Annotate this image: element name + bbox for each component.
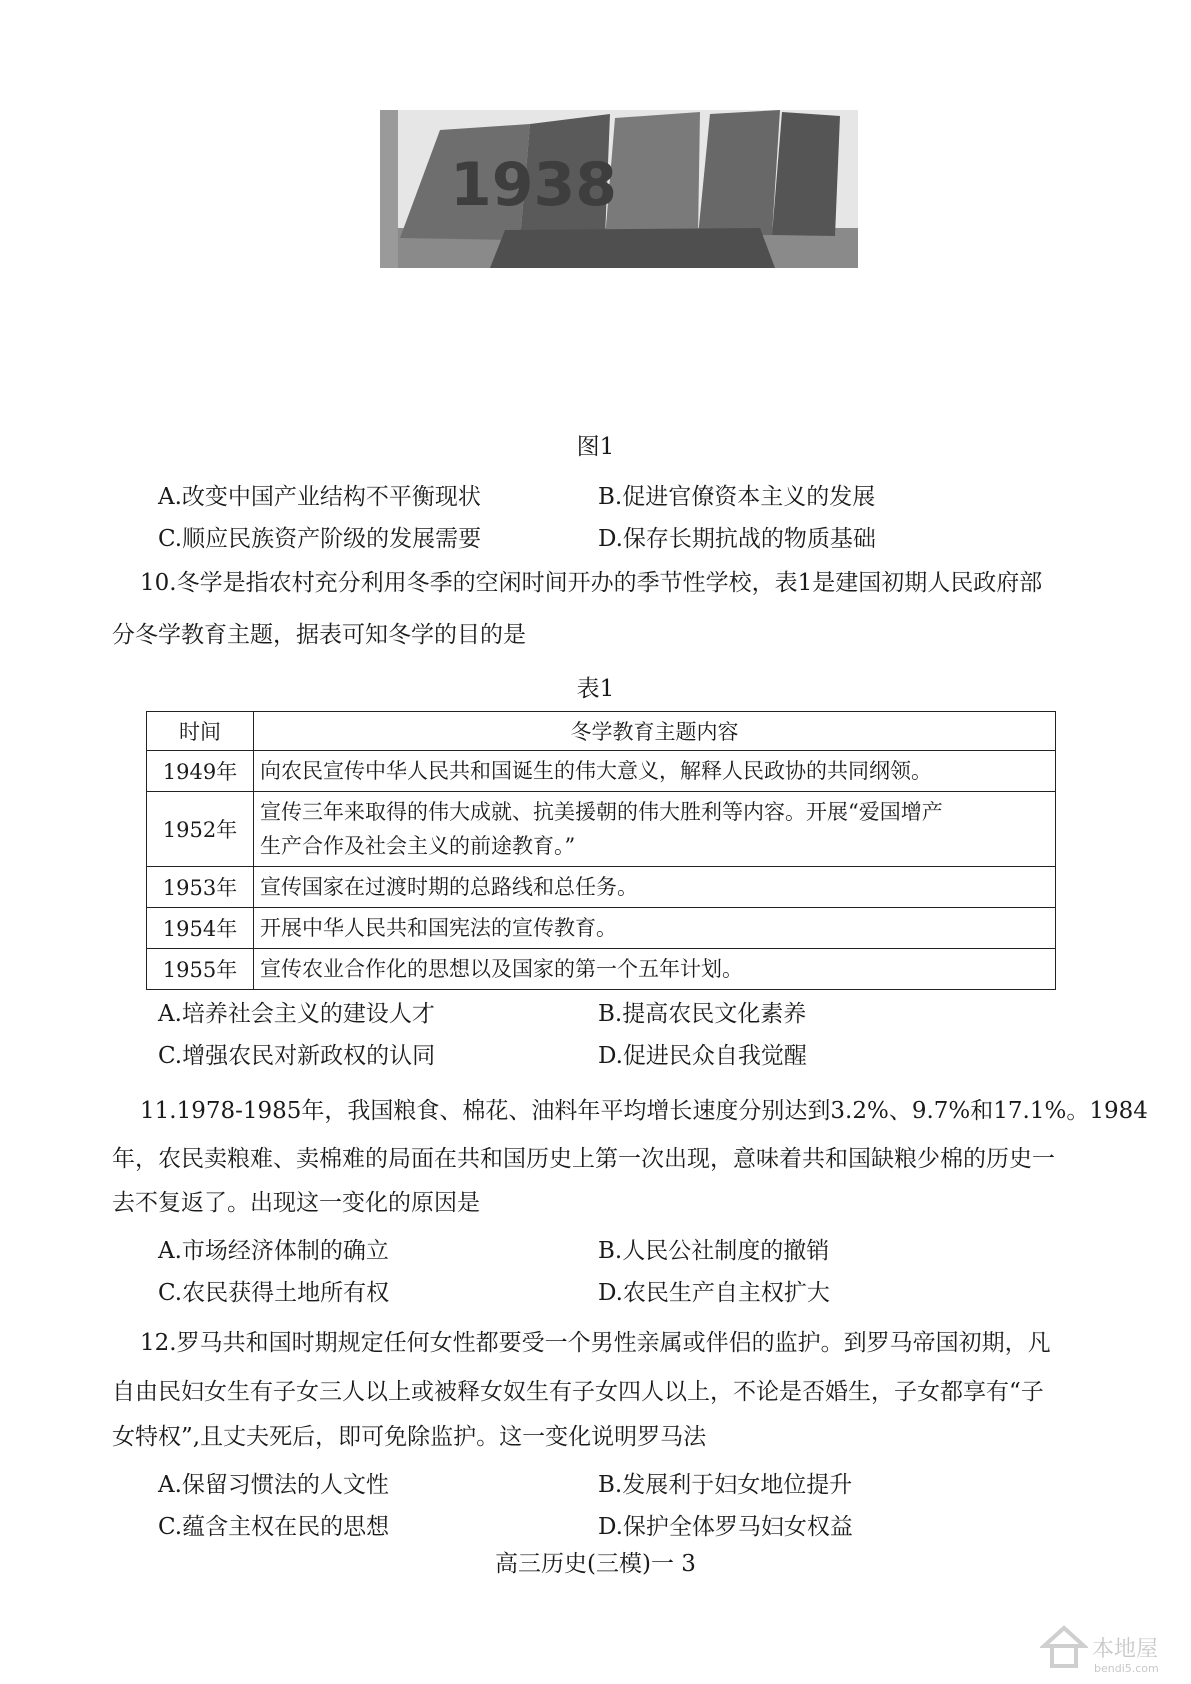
q10-option-c[interactable]: C.增强农民对新政权的认同 — [158, 1043, 436, 1069]
q12-option-b[interactable]: B.发展利于妇女地位提升 — [598, 1472, 853, 1498]
q11-option-a[interactable]: A.市场经济体制的确立 — [158, 1238, 389, 1264]
q11-options-row-1 — [158, 1232, 1058, 1264]
q9-options-row-1 — [158, 478, 1058, 510]
table-cell-year: 1952年 — [147, 792, 254, 867]
q12-stem-line-3: 女特权”,且丈夫死后，即可免除监护。这一变化说明罗马法 — [112, 1424, 707, 1450]
q12-stem-line-1: 12.罗马共和国时期规定任何女性都要受一个男性亲属或伴侣的监护。到罗马帝国初期，凡 — [140, 1330, 1051, 1356]
house-icon — [1040, 1622, 1088, 1670]
table-cell-content-line-1: 宣传三年来取得的伟大成就、抗美援朝的伟大胜利等内容。开展“爱国增产 — [260, 800, 943, 824]
q10-options-row-1 — [158, 995, 1058, 1027]
table-cell-content: 向农民宣传中华人民共和国诞生的伟大意义，解释人民政协的共同纲领。 — [254, 751, 1056, 792]
table-row — [147, 792, 1056, 867]
table-row — [147, 751, 1056, 792]
q11-options-row-2 — [158, 1274, 1058, 1306]
table-cell-year: 1955年 — [147, 949, 254, 990]
table-cell-content: 宣传农业合作化的思想以及国家的第一个五年计划。 — [254, 949, 1056, 990]
watermark-logo — [1040, 1622, 1180, 1678]
q9-option-a[interactable]: A.改变中国产业结构不平衡现状 — [158, 484, 481, 510]
table-cell-year: 1949年 — [147, 751, 254, 792]
figure-1-photo — [380, 110, 858, 268]
q11-option-d[interactable]: D.农民生产自主权扩大 — [598, 1280, 830, 1306]
q12-options-row-1 — [158, 1466, 1058, 1498]
q12-stem-line-2: 自由民妇女生有子女三人以上或被释女奴生有子女四人以上，不论是否婚生，子女都享有“子 — [112, 1379, 1044, 1405]
q11-option-c[interactable]: C.农民获得土地所有权 — [158, 1280, 390, 1306]
q12-option-c[interactable]: C.蕴含主权在民的思想 — [158, 1514, 390, 1540]
q9-option-b[interactable]: B.促进官僚资本主义的发展 — [598, 484, 876, 510]
q10-options-row-2 — [158, 1037, 1058, 1069]
table-cell-year: 1954年 — [147, 908, 254, 949]
table-cell-year: 1953年 — [147, 867, 254, 908]
q12-options-row-2 — [158, 1508, 1058, 1540]
q9-options-row-2 — [158, 520, 1058, 552]
table-header-content: 冬学教育主题内容 — [254, 712, 1056, 751]
q11-option-b[interactable]: B.人民公社制度的撤销 — [598, 1238, 830, 1264]
table-cell-content: 宣传国家在过渡时期的总路线和总任务。 — [254, 867, 1056, 908]
q10-option-a[interactable]: A.培养社会主义的建设人才 — [158, 1001, 435, 1027]
figure-caption: 图1 — [576, 434, 615, 460]
winter-school-table — [146, 711, 1056, 990]
page-footer: 高三历史(三模)一 3 — [495, 1551, 696, 1577]
table-row — [147, 949, 1056, 990]
q10-option-d[interactable]: D.促进民众自我觉醒 — [598, 1043, 807, 1069]
table-cell-content-line-2: 生产合作及社会主义的前途教育。” — [260, 834, 576, 858]
q12-option-d[interactable]: D.保护全体罗马妇女权益 — [598, 1514, 853, 1540]
table-row — [147, 908, 1056, 949]
q11-stem-line-3: 去不复返了。出现这一变化的原因是 — [112, 1190, 480, 1216]
q9-option-c[interactable]: C.顺应民族资产阶级的发展需要 — [158, 526, 482, 552]
q9-option-d[interactable]: D.保存长期抗战的物质基础 — [598, 526, 876, 552]
table-header-year: 时间 — [147, 712, 254, 751]
table-row — [147, 867, 1056, 908]
q11-stem-line-1: 11.1978-1985年，我国粮食、棉花、油料年平均增长速度分别达到3.2%、9.7%和17.1%。1984 — [140, 1098, 1148, 1124]
q11-stem-line-2: 年，农民卖粮难、卖棉难的局面在共和国历史上第一次出现，意味着共和国缺粮少棉的历史一 — [112, 1146, 1055, 1172]
q10-stem-line-2: 分冬学教育主题，据表可知冬学的目的是 — [112, 622, 526, 648]
table-caption: 表1 — [576, 676, 615, 702]
table-header-row — [147, 712, 1056, 751]
watermark-url: bendi5.com — [1094, 1662, 1159, 1675]
table-cell-content: 开展中华人民共和国宪法的宣传教育。 — [254, 908, 1056, 949]
svg-text:1938: 1938 — [450, 150, 617, 220]
watermark-text: 本地屋 — [1092, 1637, 1159, 1662]
q10-option-b[interactable]: B.提高农民文化素养 — [598, 1001, 807, 1027]
table-cell-content — [254, 792, 1056, 867]
q10-stem-line-1: 10.冬学是指农村充分利用冬季的空闲时间开办的季节性学校，表1是建国初期人民政府部 — [140, 570, 1043, 596]
q12-option-a[interactable]: A.保留习惯法的人文性 — [158, 1472, 389, 1498]
